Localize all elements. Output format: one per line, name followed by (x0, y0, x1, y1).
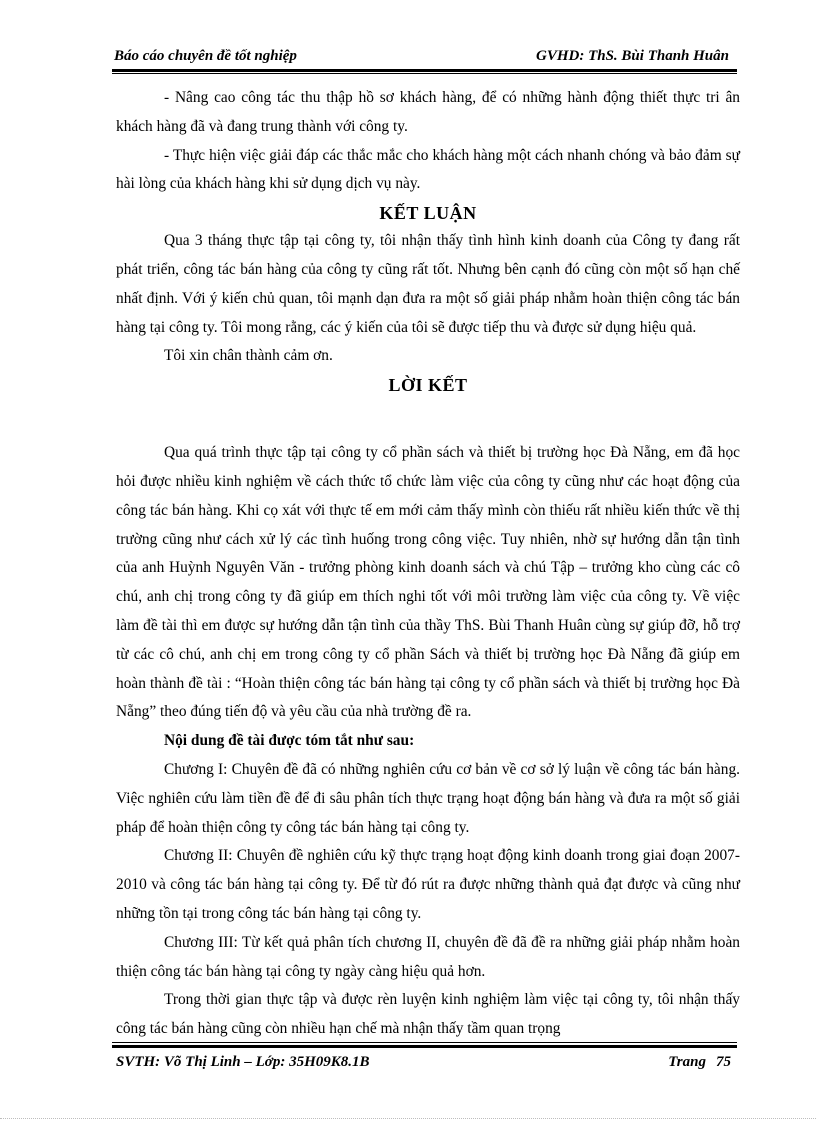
chapter-2-summary: Chương II: Chuyên đề nghiên cứu kỹ thực trạng hoạt động kinh doanh trong giai đoạn 2007-2010 và công tác bán hàng tại công ty. Để từ đó rút ra được những thành quả đạt được và cũng như những tồn tại trong công tác bán hàng tại công ty. (116, 847, 740, 922)
page-edge-dotted-line (0, 1118, 816, 1119)
footer-rule-thick (112, 1045, 737, 1048)
bullet-paragraph: - Thực hiện việc giải đáp các thắc mắc cho khách hàng một cách nhanh chóng và bảo đảm sự hài lòng của khách hàng khi sử dụng dịch vụ này. (116, 146, 740, 193)
bullet-paragraph: - Nâng cao công tác thu thập hồ sơ khách hàng, để có những hành động thiết thực tri ân khách hàng đã và đang trung thành với công ty. (116, 89, 740, 135)
header-advisor: GVHD: ThS. Bùi Thanh Huân (536, 48, 729, 64)
summary-heading: Nội dung đề tài được tóm tắt như sau: (164, 732, 415, 750)
final-paragraph: Trong thời gian thực tập và được rèn luyện kinh nghiệm làm việc tại công ty, tôi nhận thấy công tác bán hàng cũng còn nhiều hạn chế mà nhận thấy tầm quan trọng (116, 991, 740, 1038)
page-footer (112, 1042, 737, 1082)
closing-paragraph: Qua quá trình thực tập tại công ty cổ phần sách và thiết bị trường học Đà Nẵng, em đã học hỏi được nhiều kinh nghiệm về cách thức tổ chức làm việc của công ty cũng như các hoạt động của công tác bán hàng. Khi cọ xát với thực tế em mới cảm thấy mình còn thiếu rất nhiều kiến thức về thị trường cũng như cách xử lý các tình huống trong công việc. Tuy nhiên, nhờ sự hướng dẫn tận tình của anh Huỳnh Nguyên Văn - trưởng phòng kinh doanh sách và chú Tập – trưởng kho cùng các cô chú, anh chị trong công ty đã giúp em thích nghi tốt với môi trường làm việc của công ty. Về việc làm đề tài thì em được sự hướng dẫn tận tình của thầy ThS. Bùi Thanh Huân cùng sự giúp đỡ, hỗ trợ từ các cô chú, anh chị em trong công ty cổ phần Sách và thiết bị trường học Đà Nẵng đã giúp em hoàn thành đề tài : “Hoàn thiện công tác bán hàng tại công ty cổ phần sách và thiết bị trường học Đà Nẵng” theo đúng tiến độ và yêu cầu của nhà trường đề ra. (116, 444, 740, 721)
section-title-loi-ket: LỜI KẾT (388, 375, 468, 396)
chapter-1-summary: Chương I: Chuyên đề đã có những nghiên cứu cơ bản về cơ sở lý luận về công tác bán hàng. Việc nghiên cứu làm tiền đề để đi sâu phân tích thực trạng hoạt động bán hàng và đưa ra một số giải pháp để hoàn thiện công ty công tác bán hàng tại công ty. (116, 760, 740, 836)
page-header (112, 44, 737, 70)
section-title-ket-luan: KẾT LUẬN (379, 203, 477, 224)
page-label: Trang (668, 1054, 706, 1070)
footer-page (668, 1054, 731, 1071)
footer-student-info: SVTH: Võ Thị Linh – Lớp: 35H09K8.1B (116, 1054, 370, 1070)
chapter-3-summary: Chương III: Từ kết quả phân tích chương II, chuyên đề đã đề ra những giải pháp nhằm hoàn thiện công tác bán hàng tại công ty ngày càng hiệu quả hơn. (116, 933, 740, 980)
page-body (116, 84, 740, 1044)
header-rule-thick (112, 69, 737, 72)
conclusion-paragraph: Qua 3 tháng thực tập tại công ty, tôi nhận thấy tình hình kinh doanh của Công ty đang rất phát triển, công tác bán hàng của công ty cũng rất tốt. Nhưng bên cạnh đó cũng còn một số hạn chế nhất định. Với ý kiến chủ quan, tôi mạnh dạn đưa ra một số giải pháp nhằm hoàn thiện công tác bán hàng tại công ty. Tôi mong rằng, các ý kiến của tôi sẽ được tiếp thu và được sử dụng hiệu quả. (116, 232, 740, 336)
footer-rule-thin (112, 1042, 737, 1043)
page-number: 75 (716, 1054, 731, 1070)
section-spacer (116, 399, 740, 439)
header-report-title: Báo cáo chuyên đề tốt nghiệp (114, 48, 297, 64)
thanks-paragraph: Tôi xin chân thành cảm ơn. (164, 347, 333, 365)
header-rule-thin (112, 73, 737, 74)
